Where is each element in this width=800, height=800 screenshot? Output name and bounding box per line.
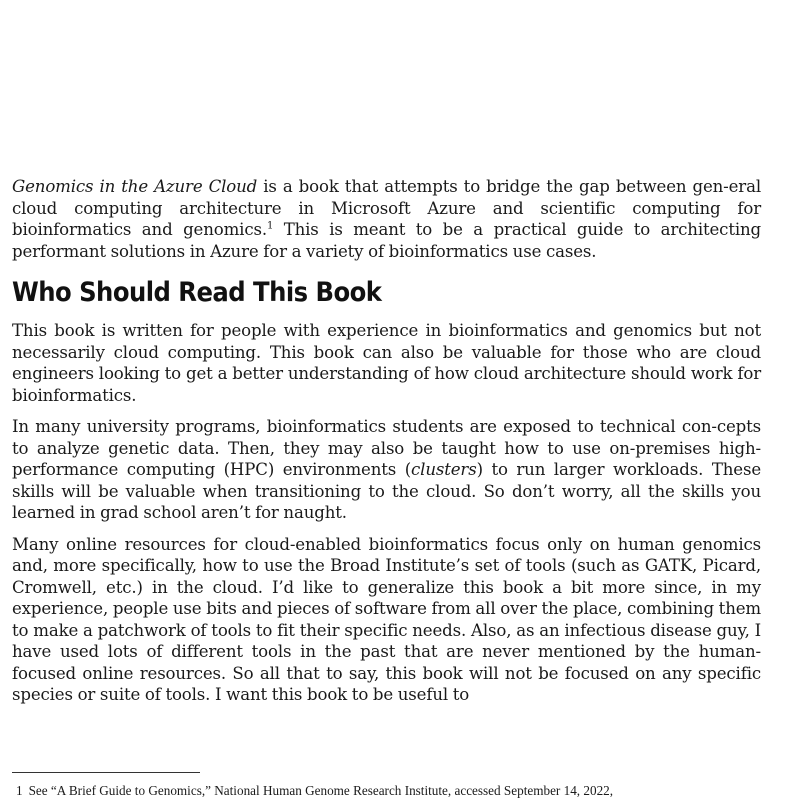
footnote-text: See “A Brief Guide to Genomics,” National Human Genome Research Institute, accessed September 14, 2022, bbox=[28, 783, 614, 798]
intro-text-a: is a book that attempts to bridge the gap between gen-eral cloud computing architecture in Microsoft Azure and scientific computing for bioinformatics and genomics. bbox=[12, 177, 761, 239]
footnote-number: 1 bbox=[16, 783, 23, 798]
footnote bbox=[16, 783, 776, 799]
paragraph-online-resources: Many online resources for cloud-enabled bioinformatics focus only on human genomics and, more specifically, how to use the Broad Institute’s set of tools (such as GATK, Picard, Cromwell, etc.) in the cloud. I’d like to generalize this book a bit more since, in my experience, people use bits and pieces of software from all over the place, combining them to make a patchwork of tools to fit their specific needs. Also, as an infectious disease guy, I have used lots of different tools in the past that are never mentioned by the human-focused online resources. So all that to say, this book will not be focused on any specific species or suite of tools. I want this book to be useful to bbox=[12, 534, 761, 704]
paragraph-university-text-a: In many university programs, bioinformatics students are exposed to technical con-cepts to analyze genetic data. Then, they may also be taught how to use on-premises high-performance computing (HPC) environments ( bbox=[12, 417, 761, 479]
paragraph-university-text-b: ) to run larger workloads. These skills will be valuable when transitioning to the cloud. So don’t worry, all the skills you learned in grad school aren’t for naught. bbox=[12, 460, 761, 522]
section-heading: Who Should Read This Book bbox=[12, 277, 382, 308]
page-body bbox=[12, 176, 761, 716]
footnote-divider bbox=[12, 772, 200, 773]
book-title: Genomics in the Azure Cloud bbox=[12, 177, 258, 196]
footnote-reference[interactable]: 1 bbox=[266, 220, 274, 232]
paragraph-audience: This book is written for people with experience in bioinformatics and genomics but not necessarily cloud computing. This book can also be valuable for those who are cloud engineers looking to get a better understanding of how cloud architecture should work for bioinformatics. bbox=[12, 321, 761, 405]
intro-text-b: This is meant to be a practical guide to architecting performant solutions in Azure for a variety of bioinformatics use cases. bbox=[12, 220, 762, 261]
intro-paragraph bbox=[12, 176, 761, 262]
clusters-term: clusters bbox=[411, 460, 477, 479]
paragraph-university bbox=[12, 416, 761, 524]
